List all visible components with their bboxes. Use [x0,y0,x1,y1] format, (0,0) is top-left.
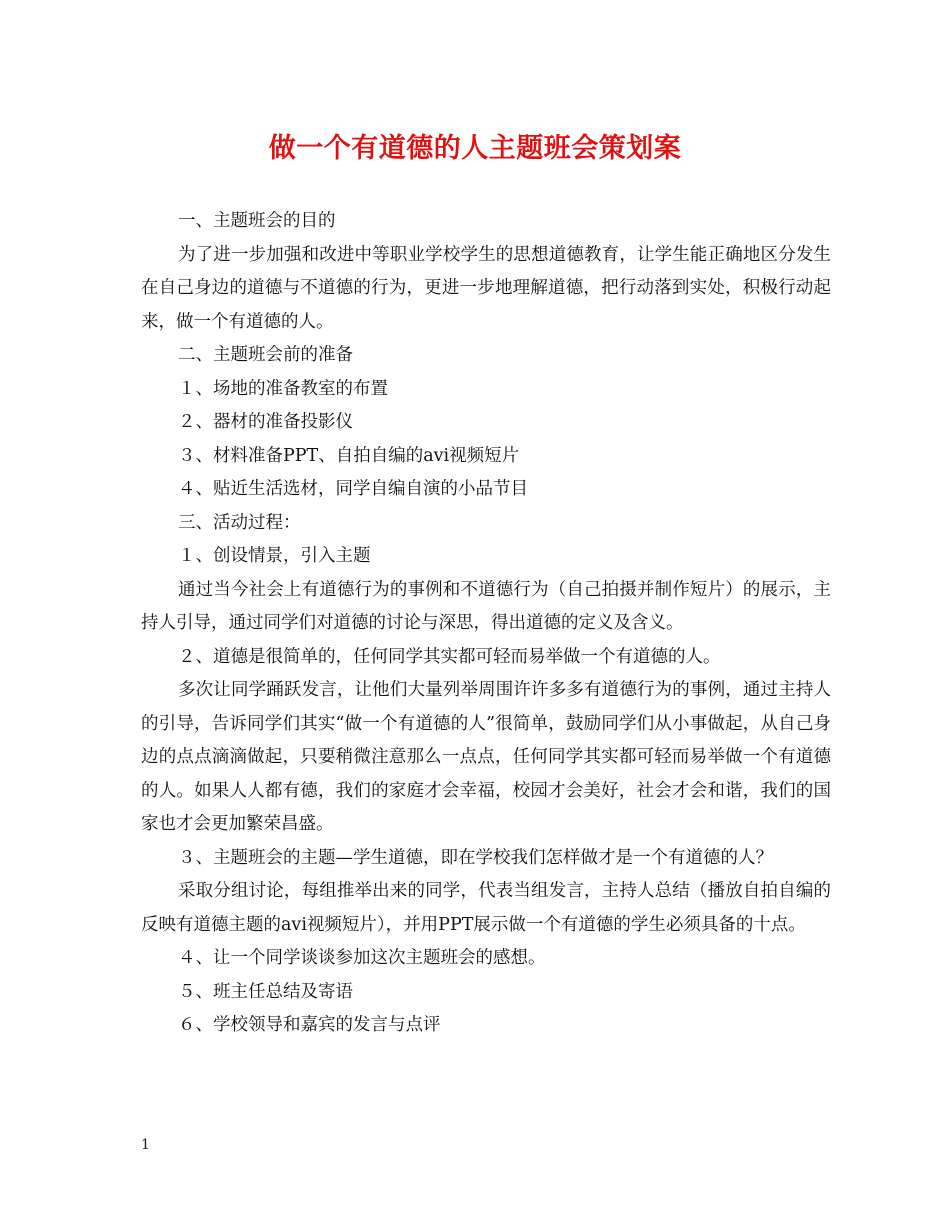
page-number: 1 [141,1137,150,1153]
paragraph: 多次让同学踊跃发言，让他们大量列举周围许许多多有道德行为的事例，通过主持人的引导，告诉同学们其实“做一个有道德的人”很简单，鼓励同学们从小事做起，从自己身边的点点滴滴做起，只要稍微注意那么一点点，任何同学其实都可轻而易举做一个有道德的人。如果人人都有德，我们的家庭才会幸福，校园才会美好，社会才会和谐，我们的国家也才会更加繁荣昌盛。 [141,680,831,834]
paragraph: ４、贴近生活选材，同学自编自演的小品节目 [178,479,528,499]
paragraph: 一、主题班会的目的 [178,211,336,231]
document-title: 做一个有道德的人主题班会策划案 [268,133,682,164]
paragraph: 通过当今社会上有道德行为的事例和不道德行为（自己拍摄并制作短片）的展示，主持人引导，通过同学们对道德的讨论与深思，得出道德的定义及含义。 [141,579,831,633]
paragraph: ４、让一个同学谈谈参加这次主题班会的感想。 [178,948,546,968]
paragraph: ３、材料准备PPT、自拍自编的avi视频短片 [178,445,520,466]
document-body [141,205,831,1043]
paragraph: １、场地的准备教室的布置 [178,378,388,399]
paragraph: ２、器材的准备投影仪 [178,412,353,432]
paragraph: ２、道德是很简单的，任何同学其实都可轻而易举做一个有道德的人。 [178,646,721,667]
paragraph: ３、主题班会的主题—学生道德，即在学校我们怎样做才是一个有道德的人？ [178,847,773,868]
paragraph: １、创设情景，引入主题 [178,546,371,566]
paragraph: ５、班主任总结及寄语 [178,981,353,1002]
paragraph: 三、活动过程： [178,512,301,533]
paragraph: ６、学校领导和嘉宾的发言与点评 [178,1015,441,1035]
paragraph: 为了进一步加强和改进中等职业学校学生的思想道德教育，让学生能正确地区分发生在自己身边的道德与不道德的行为，更进一步地理解道德，把行动落到实处，积极行动起来，做一个有道德的人。 [141,244,831,332]
paragraph: 采取分组讨论，每组推举出来的同学，代表当组发言，主持人总结（播放自拍自编的反映有道德主题的avi视频短片），并用PPT展示做一个有道德的学生必须具备的十点。 [141,881,831,935]
paragraph: 二、主题班会前的准备 [178,345,353,365]
